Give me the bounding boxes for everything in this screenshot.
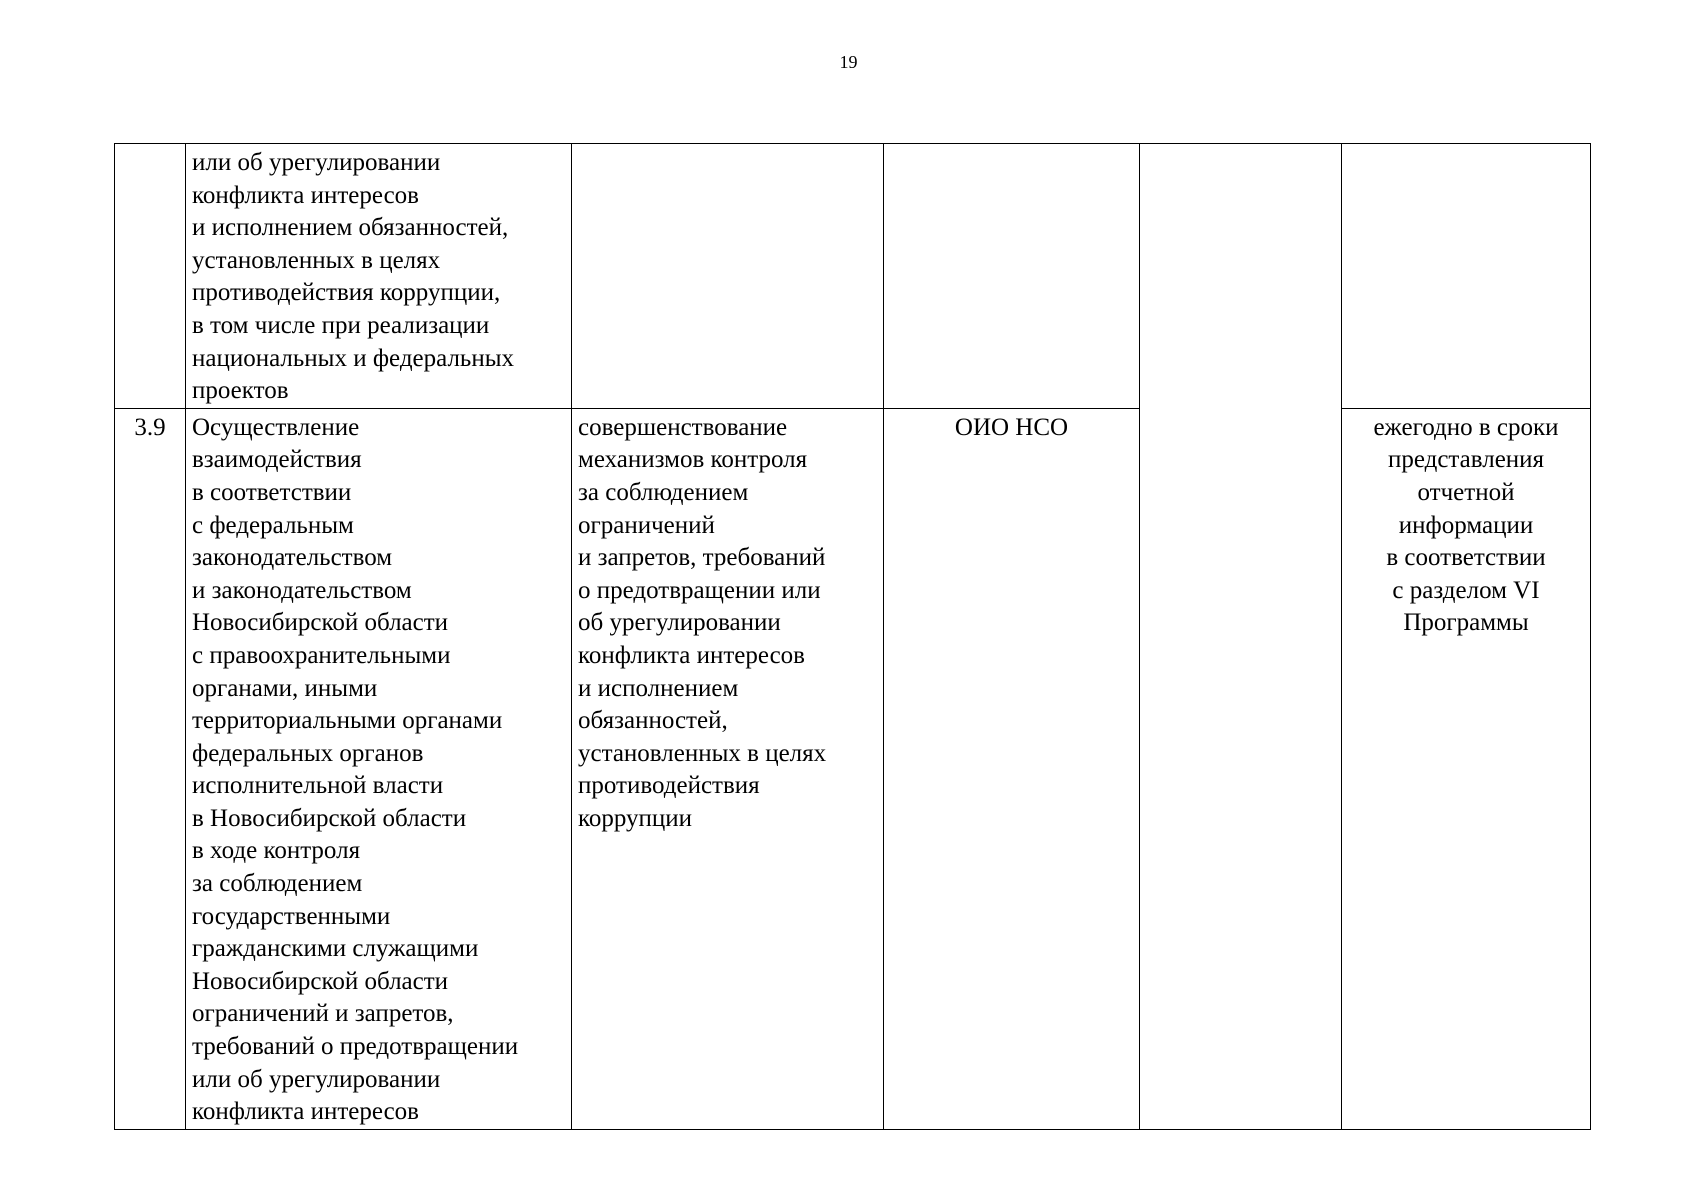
cell-number [115,408,186,1129]
page-number: 19 [839,52,858,72]
measure-text: или об урегулировании конфликта интересов и исполнением обязанностей, установленных в целях противодействия коррупции, в том числе при реализации национальных и федеральных проектов [192,149,515,405]
cell-result [572,408,884,1129]
deadline-text: ежегодно в сроки представления отчетной информации в соответствии с разделом VI Программы [1373,413,1559,637]
cell-measure [186,144,572,409]
cell-number [115,144,186,409]
measures-table [114,143,1591,1130]
cell-deadline [1342,408,1591,1129]
measure-text: Осуществление взаимодействия в соответствии с федеральным законодательством и законодательством Новосибирской области с правоохранительными органами, иными территориальными органами федеральных органов исполнительной власти в Новосибирской области в ходе контроля за соблюдением государственными гражданскими служащими Новосибирской области ограничений и запретов, требований о предотвращении или об урегулировании конфликта интересов [192,413,519,1126]
table-row [115,144,1591,409]
cell-executor [884,408,1140,1129]
cell-result [572,144,884,409]
cell-executor [884,144,1140,409]
executor-text: ОИО НСО [954,413,1069,441]
cell-deadline [1342,144,1591,409]
row-number: 3.9 [134,413,166,441]
cell-measure [186,408,572,1129]
result-text: совершенствование механизмов контроля за соблюдением ограничений и запретов, требований о предотвращении или об урегулировании конфликта интересов и исполнением обязанностей, установленных в целях противодействия коррупции [578,413,827,832]
cell-funding [1140,408,1342,1129]
table-row [115,408,1591,1129]
cell-funding [1140,144,1342,409]
